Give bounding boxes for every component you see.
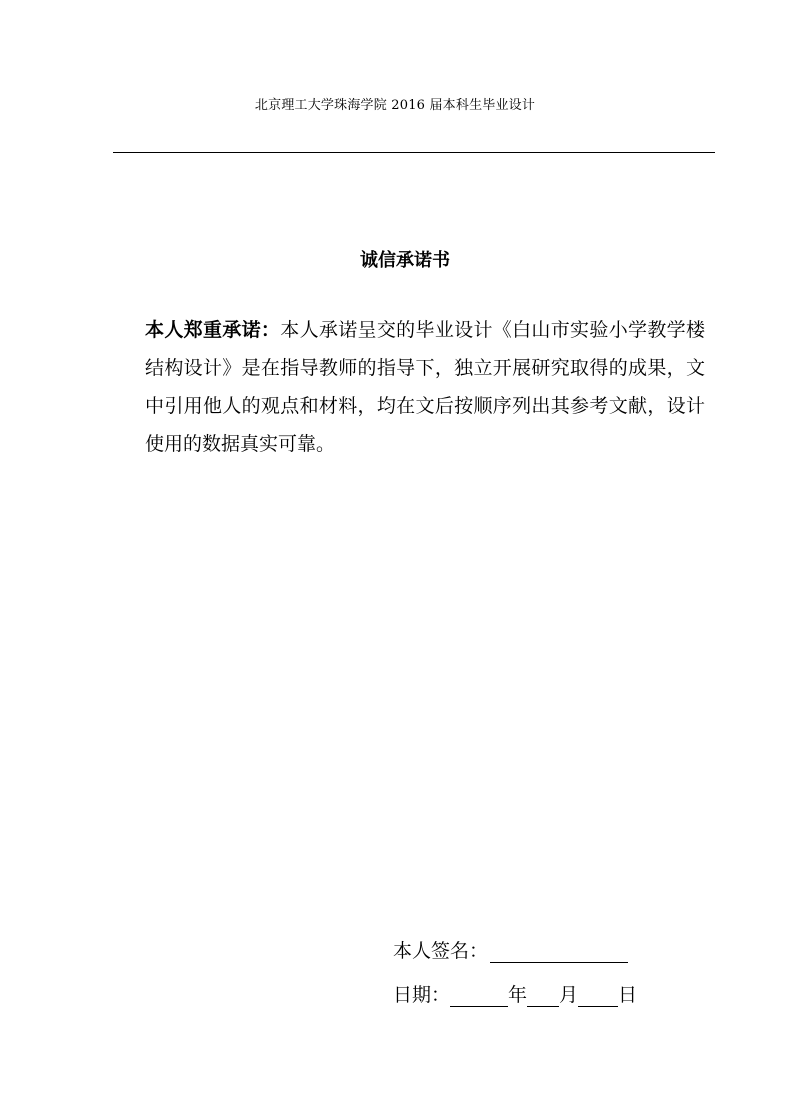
month-blank — [527, 986, 559, 1007]
date-label: 日期： — [393, 984, 451, 1006]
day-label: 日 — [618, 984, 638, 1006]
month-label: 月 — [559, 984, 579, 1006]
statement-lead: 本人郑重承诺： — [145, 319, 281, 341]
page-header: 北京理工大学珠海学院 2016 届本科生毕业设计 — [254, 98, 536, 113]
signature-row — [393, 936, 628, 963]
year-blank — [450, 986, 508, 1007]
document-title: 诚信承诺书 — [360, 250, 450, 271]
signature-label: 本人签名： — [393, 940, 489, 962]
statement-body: 本人承诺呈交的毕业设计《白山市实验小学教学楼结构设计》是在指导教师的指导下，独立开展研究取得的成果，文中引用他人的观点和材料，均在文后按顺序列出其参考文献，设计使用的数据真实可靠。 — [145, 319, 705, 455]
signature-blank — [490, 942, 628, 963]
year-label: 年 — [508, 984, 528, 1006]
header-divider — [113, 152, 715, 153]
date-row — [393, 980, 637, 1007]
promise-statement — [145, 311, 705, 463]
day-blank — [578, 986, 618, 1007]
